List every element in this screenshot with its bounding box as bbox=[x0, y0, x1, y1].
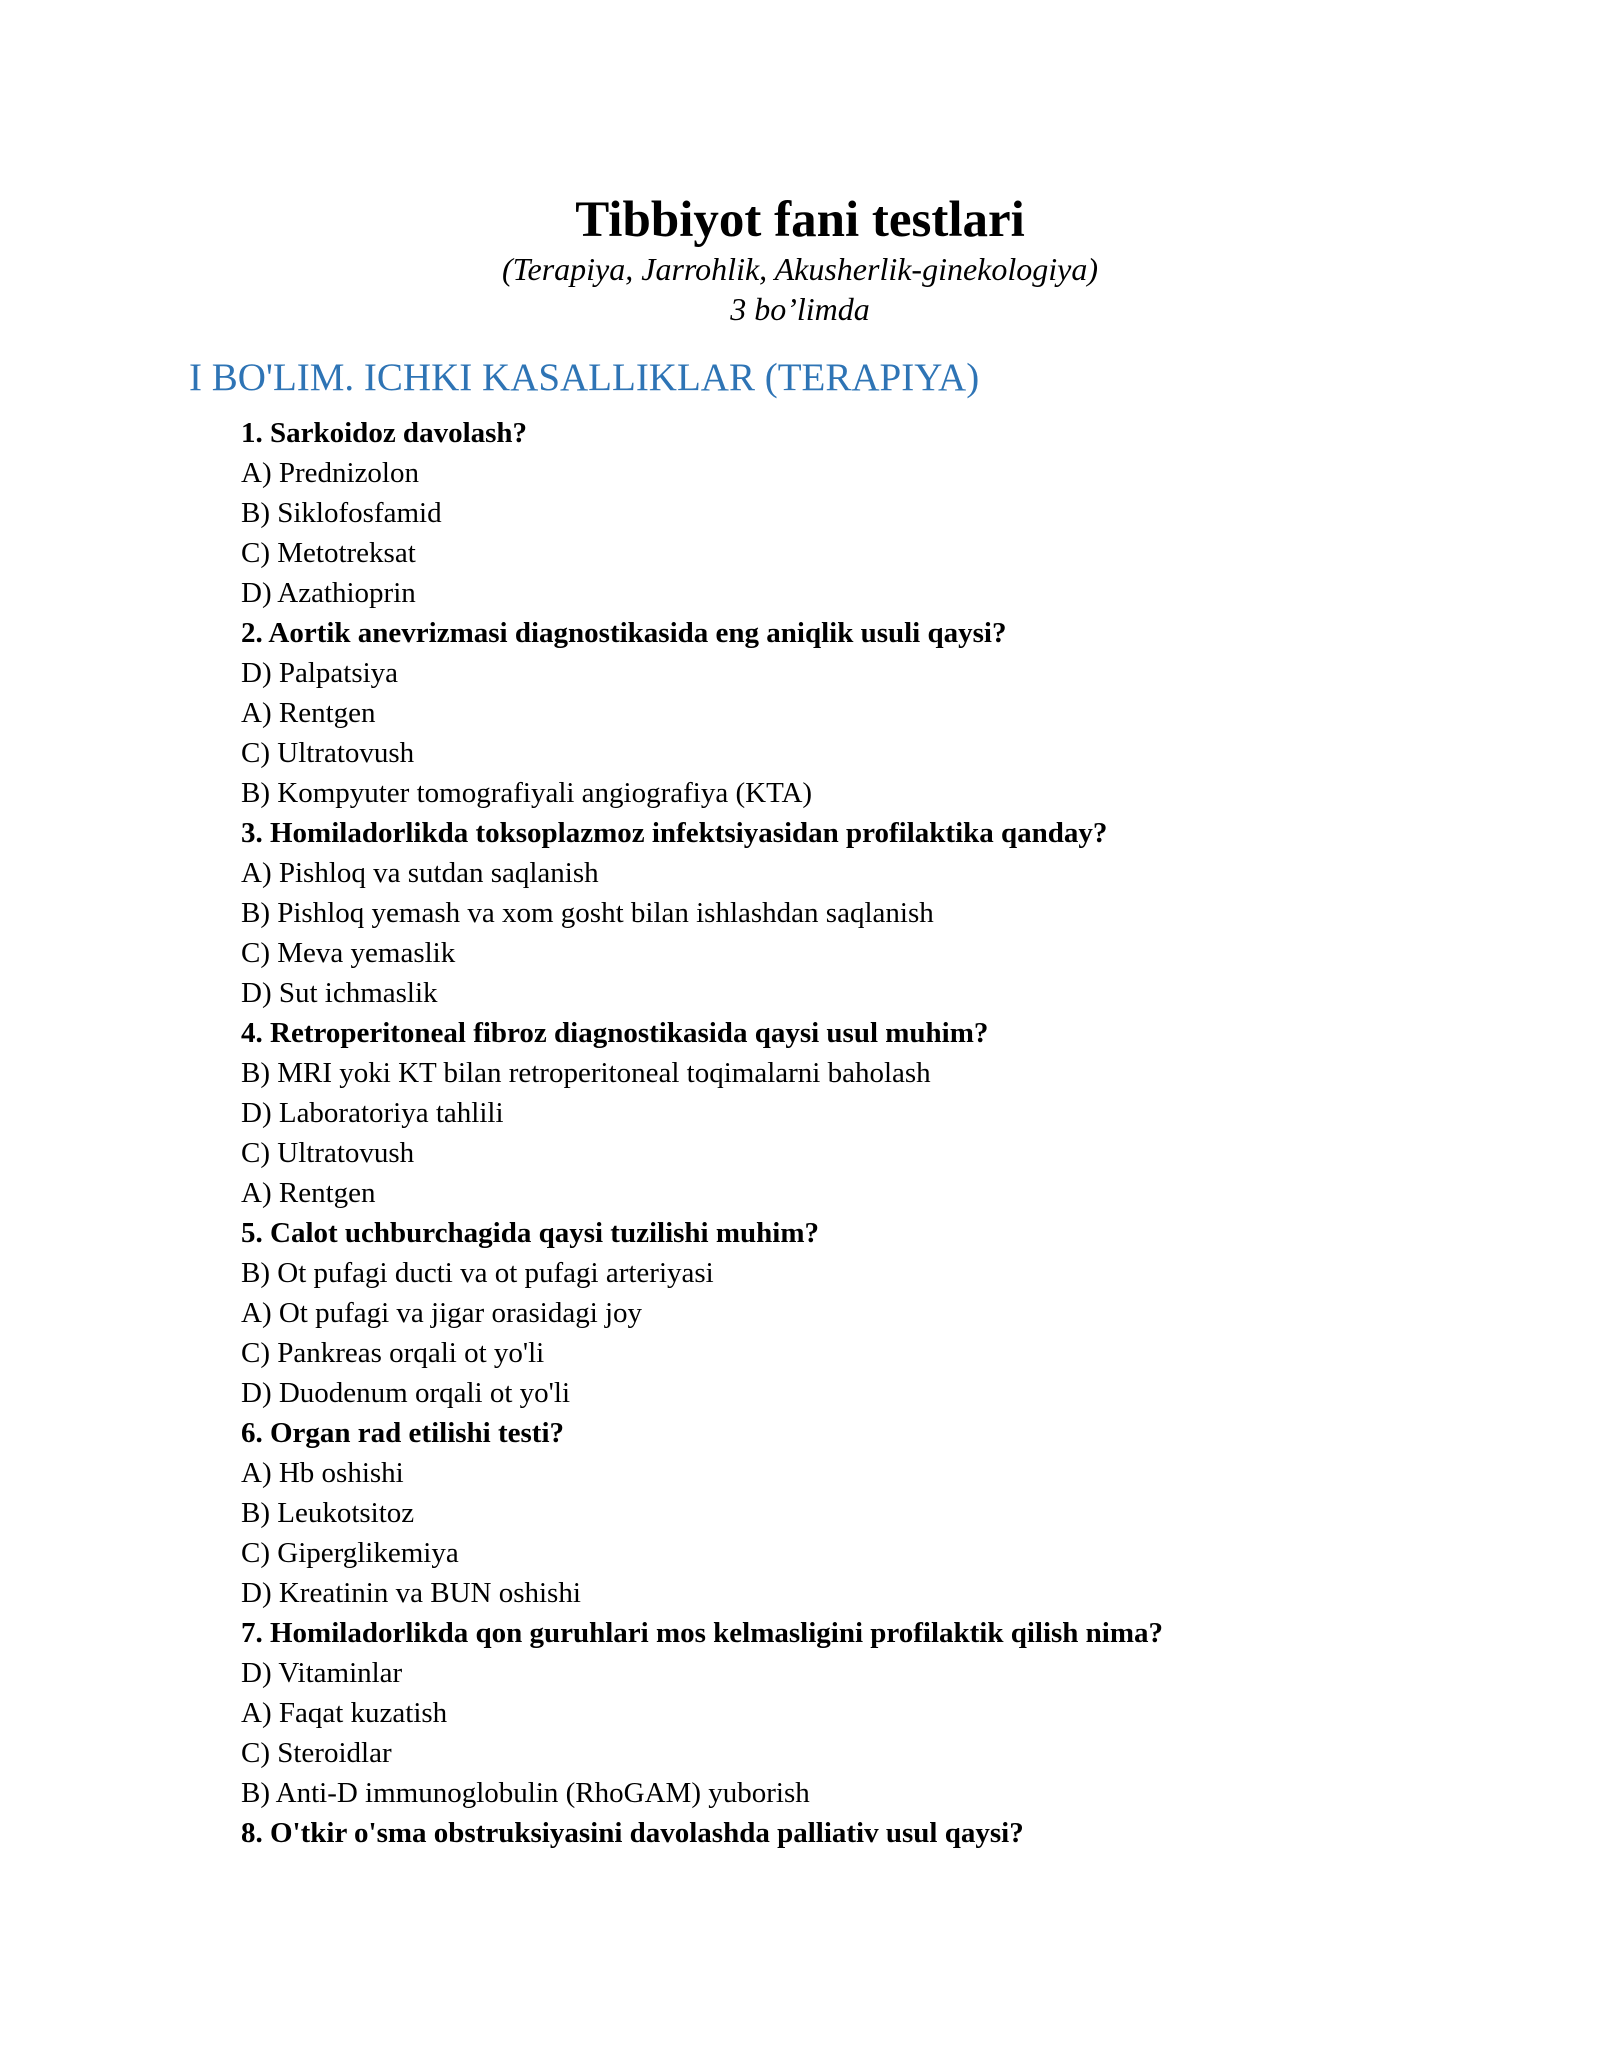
answer-option: D) Vitaminlar bbox=[241, 1657, 403, 1689]
answer-option: C) Ultratovush bbox=[241, 737, 415, 769]
answer-option: B) Anti-D immunoglobulin (RhoGAM) yuborish bbox=[241, 1777, 810, 1809]
question-title: 7. Homiladorlikda qon guruhlari mos kelmasligini profilaktik qilish nima? bbox=[241, 1617, 1164, 1649]
question-title: 6. Organ rad etilishi testi? bbox=[241, 1417, 565, 1449]
answer-option: A) Prednizolon bbox=[241, 457, 419, 489]
answer-option: C) Ultratovush bbox=[241, 1137, 415, 1169]
answer-option: C) Steroidlar bbox=[241, 1737, 392, 1769]
answer-option: D) Duodenum orqali ot yo'li bbox=[241, 1377, 571, 1409]
answer-option: C) Metotreksat bbox=[241, 537, 416, 569]
answer-option: A) Rentgen bbox=[241, 697, 376, 729]
question-title: 2. Aortik anevrizmasi diagnostikasida eng aniqlik usuli qaysi? bbox=[241, 617, 1007, 649]
answer-option: B) MRI yoki KT bilan retroperitoneal toqimalarni baholash bbox=[241, 1057, 931, 1089]
question-list bbox=[241, 413, 1541, 1853]
document-subtitle: (Terapiya, Jarrohlik, Akusherlik-ginekologiya) bbox=[501, 251, 1099, 287]
question-title: 3. Homiladorlikda toksoplazmoz infektsiyasidan profilaktika qanday? bbox=[241, 817, 1108, 849]
question-title: 8. O'tkir o'sma obstruksiyasini davolashda palliativ usul qaysi? bbox=[241, 1817, 1024, 1849]
answer-option: A) Ot pufagi va jigar orasidagi joy bbox=[241, 1297, 643, 1329]
answer-option: D) Palpatsiya bbox=[241, 657, 399, 689]
answer-option: B) Leukotsitoz bbox=[241, 1497, 415, 1529]
answer-option: A) Rentgen bbox=[241, 1177, 376, 1209]
answer-option: B) Siklofosfamid bbox=[241, 497, 442, 529]
question-title: 4. Retroperitoneal fibroz diagnostikasida qaysi usul muhim? bbox=[241, 1017, 989, 1049]
answer-option: B) Kompyuter tomografiyali angiografiya (KTA) bbox=[241, 777, 813, 809]
document-title: Tibbiyot fani testlari bbox=[575, 192, 1025, 248]
answer-option: C) Meva yemaslik bbox=[241, 937, 456, 969]
document-part-count: 3 bo’limda bbox=[730, 291, 870, 327]
question-title: 1. Sarkoidoz davolash? bbox=[241, 417, 528, 449]
answer-option: C) Giperglikemiya bbox=[241, 1537, 459, 1569]
answer-option: A) Hb oshishi bbox=[241, 1457, 404, 1489]
answer-option: D) Kreatinin va BUN oshishi bbox=[241, 1577, 581, 1609]
answer-option: A) Pishloq va sutdan saqlanish bbox=[241, 857, 599, 889]
answer-option: D) Azathioprin bbox=[241, 577, 416, 609]
answer-option: C) Pankreas orqali ot yo'li bbox=[241, 1337, 545, 1369]
answer-option: A) Faqat kuzatish bbox=[241, 1697, 448, 1729]
question-title: 5. Calot uchburchagida qaysi tuzilishi muhim? bbox=[241, 1217, 819, 1249]
answer-option: B) Pishloq yemash va xom gosht bilan ishlashdan saqlanish bbox=[241, 897, 934, 929]
answer-option: D) Laboratoriya tahlili bbox=[241, 1097, 504, 1129]
answer-option: B) Ot pufagi ducti va ot pufagi arteriyasi bbox=[241, 1257, 714, 1289]
section-heading: I BO'LIM. ICHKI KASALLIKLAR (TERAPIYA) bbox=[189, 356, 980, 399]
answer-option: D) Sut ichmaslik bbox=[241, 977, 438, 1009]
